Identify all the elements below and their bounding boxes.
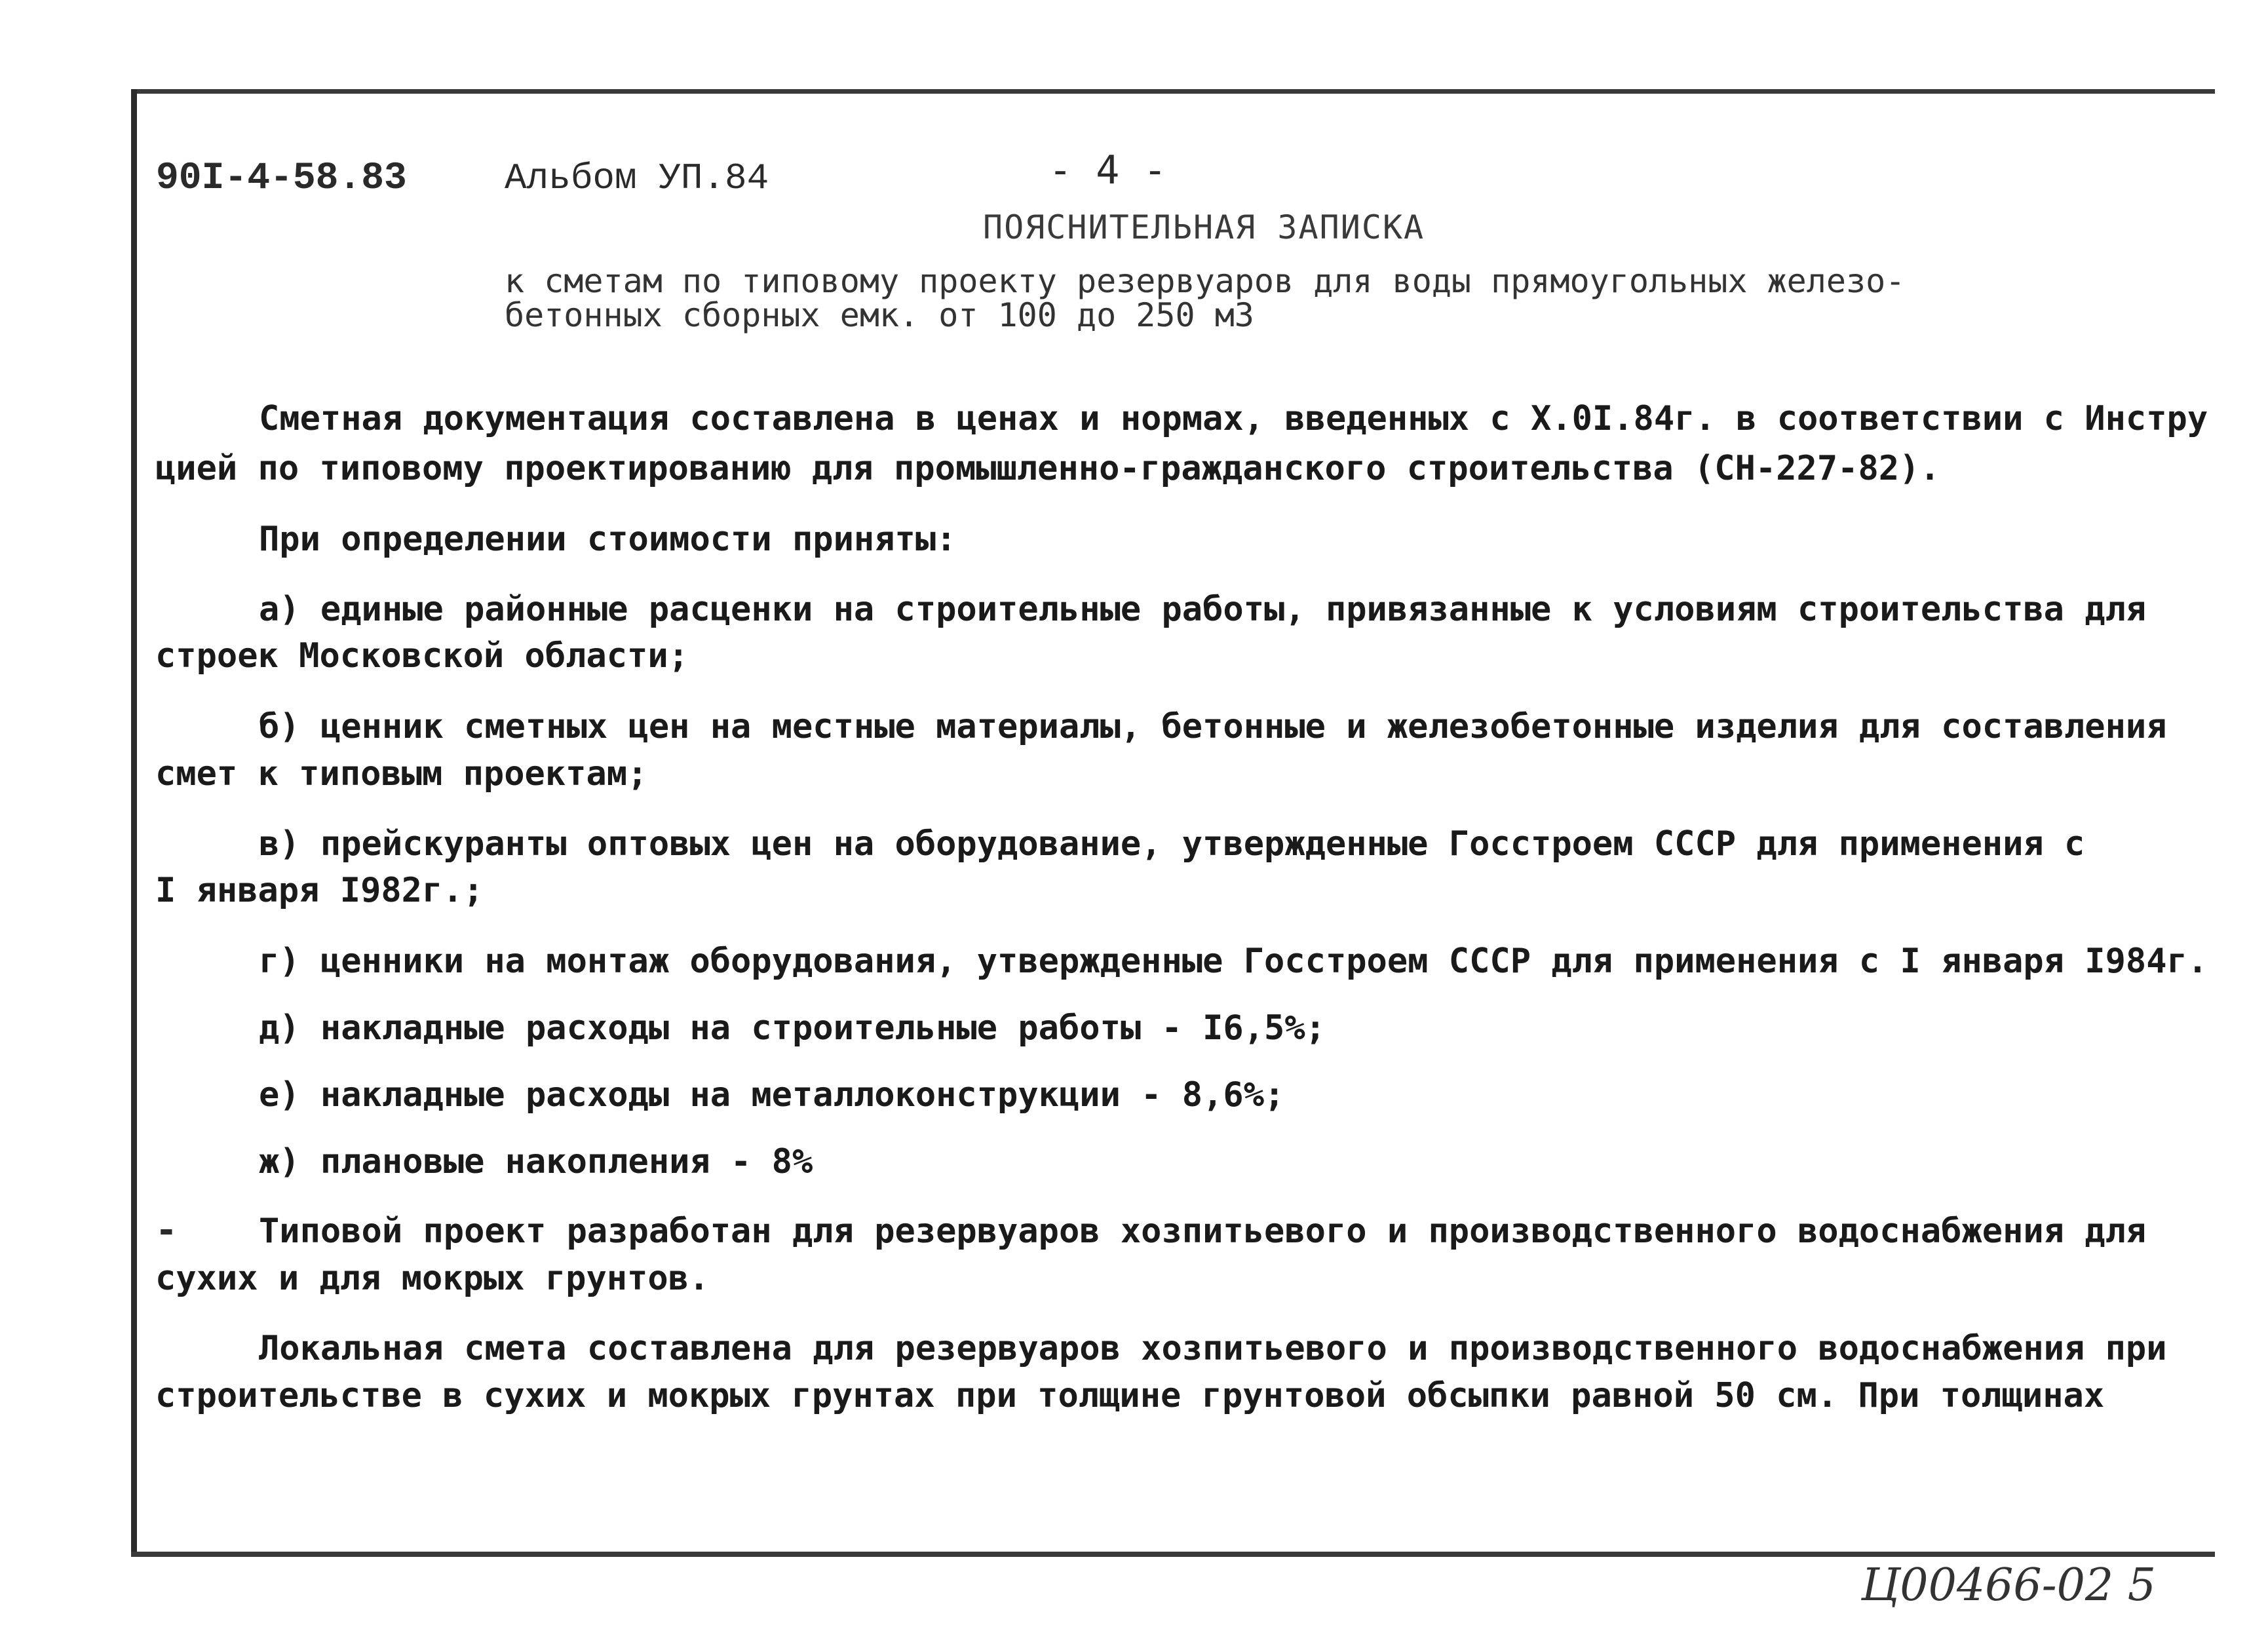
album-label: Альбом УП.84 <box>505 157 769 199</box>
inventory-stamp: Ц00466-02 5 <box>1861 1560 2157 1611</box>
list-item-a-line-2: строек Московской области; <box>155 636 689 676</box>
dash-mark: - <box>155 1209 178 1252</box>
frame-left-border <box>131 89 137 1556</box>
page-number: - 4 - <box>1048 147 1167 193</box>
list-item-v-line-2: I января I982г.; <box>155 871 484 910</box>
list-item-b-line-2: смет к типовым проектам; <box>155 754 648 794</box>
frame-bottom-border <box>131 1552 2215 1557</box>
page-title: ПОЯСНИТЕЛЬНАЯ ЗАПИСКА <box>983 208 1425 246</box>
paragraph-intro-line-2: цией по типовому проектированию для промышленно-гражданского строительства (СН-227-82). <box>155 449 1940 488</box>
subtitle-line-1: к сметам по типовому проекту резервуаров для воды прямоугольных железо- <box>505 262 1906 300</box>
paragraph-estimate-line-2: строительстве в сухих и мокрых грунтах при толщине грунтовой обсыпки равной 50 см. При толщинах <box>155 1376 2105 1415</box>
list-item-v-line-1: в) прейскуранты оптовых цен на оборудование, утвержденные Госстроем СССР для применения с <box>259 824 2085 864</box>
list-item-g: г) ценники на монтаж оборудования, утвержденные Госстроем СССР для применения с I января I984г. <box>259 942 2208 981</box>
list-item-a-line-1: а) единые районные расценки на строительные работы, привязанные к условиям строительства для <box>259 590 2147 629</box>
doc-code: 90I-4-58.83 <box>156 157 407 200</box>
paragraph-project-line-1: Типовой проект разработан для резервуаров хозпитьевого и производственного водоснабжения для <box>259 1212 2147 1251</box>
frame-top-border <box>131 89 2215 94</box>
list-item-d: д) накладные расходы на строительные работы - I6,5%; <box>259 1008 1326 1048</box>
list-item-b-line-1: б) ценник сметных цен на местные материалы, бетонные и железобетонные изделия для составления <box>259 707 2167 746</box>
list-item-zh: ж) плановые накопления - 8% <box>259 1142 813 1181</box>
paragraph-intro-line-1: Сметная документация составлена в ценах и нормах, введенных с Х.0I.84г. в соответствии с Инстру <box>259 399 2208 438</box>
list-intro: При определении стоимости приняты: <box>259 520 957 559</box>
paragraph-project-line-2: сухих и для мокрых грунтов. <box>155 1259 710 1298</box>
subtitle-line-2: бетонных сборных емк. от 100 до 250 м3 <box>505 296 1254 334</box>
list-item-e: е) накладные расходы на металлоконструкции - 8,6%; <box>259 1075 1285 1115</box>
paragraph-estimate-line-1: Локальная смета составлена для резервуаров хозпитьевого и производственного водоснабжения при <box>259 1329 2167 1368</box>
